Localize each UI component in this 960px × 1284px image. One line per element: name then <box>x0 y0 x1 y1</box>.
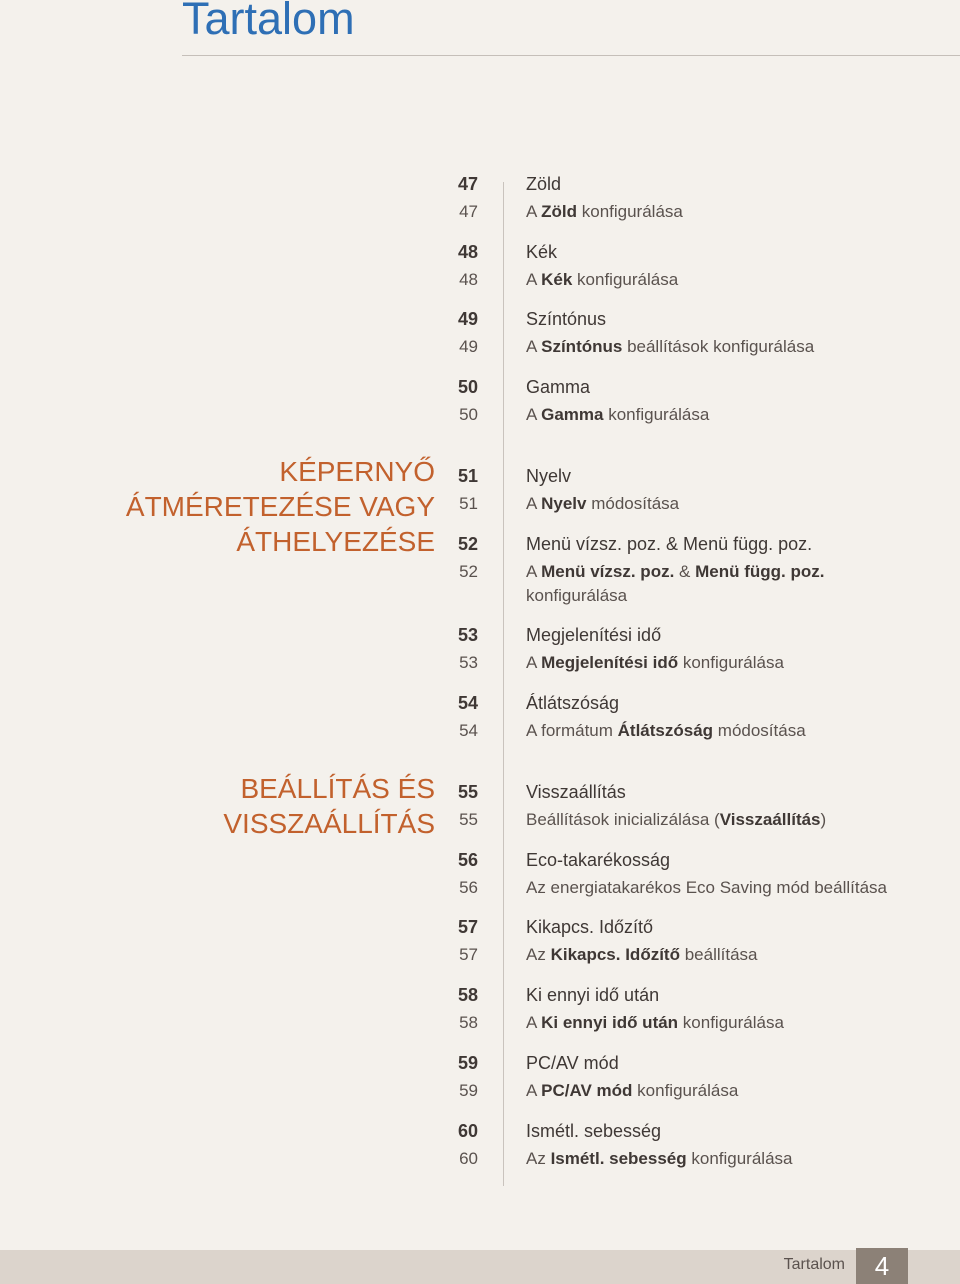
toc-entry[interactable] <box>0 307 960 331</box>
toc-subentry-page-number: 55 <box>459 810 478 829</box>
toc-subentry-bold-term: Kikapcs. Időzítő <box>550 945 680 964</box>
toc-subentry[interactable] <box>0 492 960 516</box>
toc-page-number: 56 <box>457 850 478 870</box>
toc-page-number: 47 <box>457 174 478 194</box>
toc-subentry[interactable] <box>0 1011 960 1035</box>
footer-label: Tartalom <box>783 1256 845 1273</box>
toc-page-number: 58 <box>457 985 478 1005</box>
toc-subentry[interactable] <box>0 200 960 224</box>
toc-subentry-bold-term: Színtónus <box>541 337 623 356</box>
toc-subentry-fragment: Az <box>526 1149 551 1168</box>
toc-entry-title[interactable]: Átlátszóság <box>526 693 620 713</box>
toc-entry[interactable] <box>0 375 960 399</box>
toc-subentry-fragment: módosítása <box>586 494 680 513</box>
toc-subentry-fragment: konfigurálása <box>678 1013 784 1032</box>
toc-page-number: 57 <box>457 917 478 937</box>
toc-entry[interactable] <box>0 780 960 804</box>
toc-subentry-page-number: 50 <box>459 405 478 424</box>
toc-entry[interactable] <box>0 915 960 939</box>
toc-page-number: 59 <box>457 1053 478 1073</box>
toc-subentry-fragment: A <box>526 337 542 356</box>
toc-subentry-fragment: Beállítások inicializálása ( <box>526 810 720 829</box>
toc-subentry-fragment: beállítások konfigurálása <box>622 337 815 356</box>
toc-entry[interactable] <box>0 623 960 647</box>
toc-entry-title[interactable]: Menü vízsz. poz. & Menü függ. poz. <box>526 534 813 554</box>
toc-entry[interactable] <box>0 532 960 556</box>
toc-entry[interactable] <box>0 983 960 1007</box>
toc-subentry-fragment: konfigurálása <box>603 405 710 424</box>
toc-entry[interactable] <box>0 1119 960 1143</box>
toc-subentry-fragment: A <box>526 202 542 221</box>
toc-subentry-text[interactable] <box>526 651 946 675</box>
toc-subentry[interactable] <box>0 560 960 584</box>
toc-page-number: 49 <box>457 309 478 329</box>
toc-entry[interactable] <box>0 240 960 264</box>
page-title: Tartalom <box>182 0 355 44</box>
section-title-line: KÉPERNYŐ <box>279 456 435 487</box>
toc-subentry-text[interactable] <box>526 1079 946 1103</box>
toc-subentry[interactable] <box>0 268 960 292</box>
toc-subentry-fragment: ) <box>820 810 827 829</box>
toc-subentry-fragment: A <box>526 405 542 424</box>
toc-entry[interactable] <box>0 848 960 872</box>
toc-subentry-bold-term: Menü vízsz. poz. <box>541 562 675 581</box>
toc-subentry-continuation: konfigurálása <box>526 586 628 605</box>
toc-page-number: 48 <box>457 242 478 262</box>
toc-entry-title[interactable]: PC/AV mód <box>526 1053 619 1073</box>
toc-subentry-fragment: A <box>526 653 542 672</box>
toc-subentry[interactable] <box>0 943 960 967</box>
toc-subentry-bold-term: Kék <box>541 270 573 289</box>
toc-subentry-fragment: A <box>526 270 542 289</box>
toc-subentry-page-number: 60 <box>459 1149 478 1168</box>
toc-subentry-page-number: 57 <box>459 945 478 964</box>
toc-subentry-text[interactable] <box>526 200 946 224</box>
toc-subentry-fragment: módosítása <box>713 721 806 740</box>
toc-entry-title[interactable]: Kikapcs. Időzítő <box>526 917 654 937</box>
toc-entry-title[interactable]: Színtónus <box>526 309 607 329</box>
section-title-line: VISSZAÁLLÍTÁS <box>223 808 435 839</box>
toc-subentry[interactable] <box>0 808 960 832</box>
toc-subentry-text[interactable] <box>526 268 946 292</box>
toc-subentry[interactable] <box>0 1147 960 1171</box>
toc-entry[interactable] <box>0 464 960 488</box>
toc-subentry-page-number: 48 <box>459 270 478 289</box>
toc-subentry-page-number: 58 <box>459 1013 478 1032</box>
toc-subentry-bold-term: Visszaállítás <box>719 810 821 829</box>
toc-subentry-text[interactable] <box>526 719 946 743</box>
toc-page-number: 52 <box>457 534 478 554</box>
toc-entry[interactable] <box>0 1051 960 1075</box>
toc-subentry-text[interactable] <box>526 1147 946 1171</box>
toc-page-number: 54 <box>457 693 478 713</box>
toc-subentry-text[interactable] <box>526 560 946 584</box>
toc-subentry-fragment: konfigurálása <box>577 202 683 221</box>
toc-entry-title[interactable]: Visszaállítás <box>526 782 626 802</box>
toc-subentry-text[interactable] <box>526 808 946 832</box>
toc-subentry-bold-term: Gamma <box>541 405 604 424</box>
toc-subentry-bold-term: Menü függ. poz. <box>695 562 825 581</box>
toc-subentry-fragment: Az energiatakarékos Eco Saving mód beállítása <box>526 878 887 897</box>
section-title-line: ÁTHELYEZÉSE <box>236 526 435 557</box>
toc-subentry-fragment: konfigurálása <box>572 270 679 289</box>
toc-subentry-text[interactable] <box>526 335 946 359</box>
toc-subentry[interactable] <box>0 651 960 675</box>
toc-subentry-page-number: 54 <box>459 721 478 740</box>
toc-subentry-page-number: 52 <box>459 562 478 581</box>
toc-subentry-bold-term: Nyelv <box>541 494 587 513</box>
toc-subentry-page-number: 53 <box>459 653 478 672</box>
toc-subentry[interactable] <box>0 876 960 900</box>
toc-entry-title[interactable]: Megjelenítési idő <box>526 625 662 645</box>
toc-subentry-bold-term: PC/AV mód <box>541 1081 633 1100</box>
toc-page-number: 53 <box>457 625 478 645</box>
toc-entry-title[interactable]: Zöld <box>526 174 562 194</box>
toc-subentry[interactable] <box>0 719 960 743</box>
toc-subentry[interactable] <box>0 335 960 359</box>
toc-entry-title[interactable]: Eco-takarékosság <box>526 850 671 870</box>
section-title-line: BEÁLLÍTÁS ÉS <box>240 773 435 804</box>
toc-subentry-fragment: konfigurálása <box>686 1149 793 1168</box>
toc-subentry-fragment: & <box>674 562 696 581</box>
toc-entry-title[interactable]: Kék <box>526 242 558 262</box>
toc-entry[interactable] <box>0 172 960 196</box>
toc-subentry-bold-term: Ismétl. sebesség <box>550 1149 687 1168</box>
toc-page-number: 60 <box>457 1121 478 1141</box>
toc-entry-title[interactable]: Gamma <box>526 377 591 397</box>
toc-page-number: 55 <box>457 782 478 802</box>
toc-page-number: 50 <box>457 377 478 397</box>
footer-page-number: 4 <box>856 1248 908 1284</box>
toc-subentry-bold-term: Megjelenítési idő <box>541 653 679 672</box>
toc-subentry-fragment: A <box>526 494 542 513</box>
toc-subentry[interactable] <box>0 403 960 427</box>
toc-subentry-fragment: A <box>526 1013 542 1032</box>
toc-entry[interactable] <box>0 691 960 715</box>
toc-subentry-text[interactable] <box>526 943 946 967</box>
toc-subentry-fragment: A <box>526 562 542 581</box>
toc-subentry-fragment: Az <box>526 945 551 964</box>
toc-subentry-text[interactable] <box>526 1011 946 1035</box>
column-divider <box>503 182 504 1186</box>
toc-subentry-bold-term: Ki ennyi idő után <box>541 1013 679 1032</box>
toc-subentry-fragment: A <box>526 1081 542 1100</box>
toc-subentry-page-number: 49 <box>459 337 478 356</box>
toc-subentry-bold-term: Zöld <box>541 202 578 221</box>
toc-subentry-fragment: konfigurálása <box>632 1081 739 1100</box>
toc-subentry-text[interactable] <box>526 876 946 900</box>
title-divider <box>182 55 960 56</box>
toc-subentry-fragment: beállítása <box>679 945 758 964</box>
toc-subentry-fragment: konfigurálása <box>678 653 784 672</box>
toc-page-number: 51 <box>457 466 478 486</box>
toc-entry-title[interactable]: Nyelv <box>526 466 572 486</box>
toc-entry-title[interactable]: Ki ennyi idő után <box>526 985 660 1005</box>
toc-subentry-page-number: 51 <box>459 494 478 513</box>
section-title-line: ÁTMÉRETEZÉSE VAGY <box>125 491 435 522</box>
toc-subentry-page-number: 56 <box>459 878 478 897</box>
toc-subentry-page-number: 47 <box>459 202 478 221</box>
toc-entry-title[interactable]: Ismétl. sebesség <box>526 1121 662 1141</box>
toc-subentry-text[interactable] <box>526 492 946 516</box>
toc-subentry[interactable] <box>0 1079 960 1103</box>
toc-subentry-bold-term: Átlátszóság <box>617 721 714 740</box>
toc-subentry-fragment: A formátum <box>526 721 618 740</box>
toc-subentry-page-number: 59 <box>459 1081 478 1100</box>
toc-subentry-text[interactable] <box>526 403 946 427</box>
